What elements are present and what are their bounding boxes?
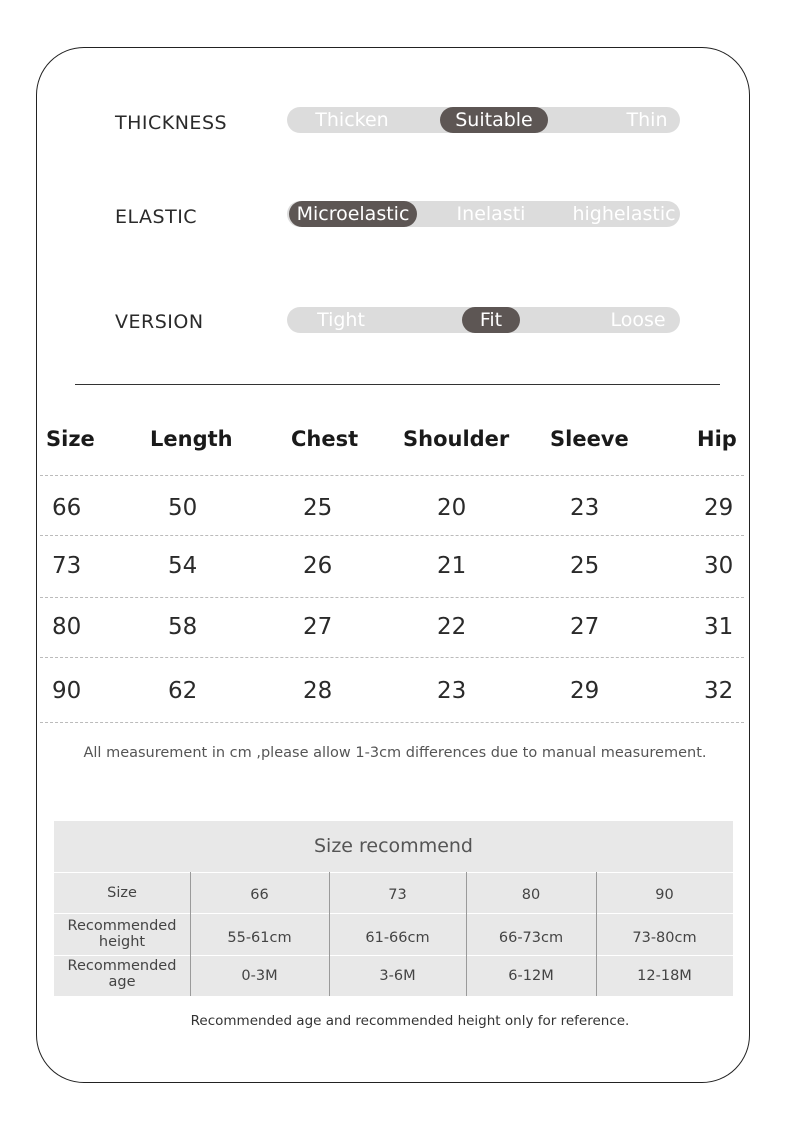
version-option-fit: Fit <box>462 307 520 333</box>
recommend-footnote: Recommended age and recommended height only for reference. <box>190 1013 630 1029</box>
row-label-height: Recommended height <box>67 918 177 950</box>
measurement-note: All measurement in cm ,please allow 1-3cm differences due to manual measurement. <box>83 745 707 761</box>
cell-length: 58 <box>168 614 198 640</box>
cell-sleeve: 23 <box>570 495 600 521</box>
cell-sleeve: 29 <box>570 678 600 704</box>
size-recommend-table <box>54 821 733 996</box>
thickness-scale <box>287 107 680 133</box>
height-value: 55-61cm <box>227 930 292 946</box>
thickness-option-thin: Thin <box>626 109 668 131</box>
version-label: VERSION <box>115 311 204 333</box>
age-value: 3-6M <box>379 968 416 984</box>
elastic-scale <box>287 201 680 227</box>
thickness-option-suitable: Suitable <box>440 107 548 133</box>
cell-shoulder: 23 <box>437 678 467 704</box>
cell-chest: 25 <box>303 495 333 521</box>
cell-sleeve: 27 <box>570 614 600 640</box>
cell-chest: 28 <box>303 678 333 704</box>
cell-length: 62 <box>168 678 198 704</box>
thickness-label: THICKNESS <box>115 112 228 134</box>
cell-hip: 30 <box>704 553 734 579</box>
row-divider <box>40 722 744 723</box>
row-divider <box>54 955 733 956</box>
cell-size: 90 <box>52 678 82 704</box>
header-sleeve: Sleeve <box>550 427 629 451</box>
size-value: 73 <box>388 887 407 903</box>
cell-hip: 29 <box>704 495 734 521</box>
header-length: Length <box>150 427 233 451</box>
cell-size: 66 <box>52 495 82 521</box>
thickness-option-thicken: Thicken <box>315 109 389 131</box>
row-divider <box>40 535 744 536</box>
size-recommend-title: Size recommend <box>313 835 473 857</box>
cell-shoulder: 20 <box>437 495 467 521</box>
height-value: 61-66cm <box>365 930 430 946</box>
header-hip: Hip <box>697 427 737 451</box>
row-label-age: Recommended age <box>67 958 177 990</box>
row-divider <box>40 657 744 658</box>
cell-size: 80 <box>52 614 82 640</box>
header-size: Size <box>46 427 95 451</box>
size-value: 80 <box>521 887 541 903</box>
elastic-option-highelastic: highelastic <box>572 203 676 225</box>
row-divider <box>54 913 733 914</box>
cell-hip: 32 <box>704 678 734 704</box>
elastic-option-inelasti: Inelasti <box>456 203 526 225</box>
height-value: 66-73cm <box>498 930 564 946</box>
size-value: 90 <box>655 887 674 903</box>
height-value: 73-80cm <box>632 930 697 946</box>
elastic-option-microelastic: Microelastic <box>289 201 417 227</box>
row-divider <box>40 475 744 476</box>
age-value: 12-18M <box>637 968 692 984</box>
version-option-loose: Loose <box>610 309 666 331</box>
row-divider <box>40 597 744 598</box>
version-option-tight: Tight <box>317 309 365 331</box>
cell-shoulder: 22 <box>437 614 467 640</box>
row-label-size: Size <box>107 885 137 901</box>
cell-hip: 31 <box>704 614 734 640</box>
cell-size: 73 <box>52 553 82 579</box>
cell-chest: 27 <box>303 614 333 640</box>
header-shoulder: Shoulder <box>403 427 510 451</box>
cell-length: 50 <box>168 495 198 521</box>
cell-length: 54 <box>168 553 198 579</box>
version-scale <box>287 307 680 333</box>
age-value: 0-3M <box>241 968 278 984</box>
elastic-label: ELASTIC <box>115 206 198 228</box>
size-value: 66 <box>250 887 269 903</box>
row-divider <box>54 872 733 873</box>
section-divider <box>75 384 720 385</box>
cell-chest: 26 <box>303 553 333 579</box>
cell-shoulder: 21 <box>437 553 467 579</box>
header-chest: Chest <box>291 427 359 451</box>
age-value: 6-12M <box>508 968 554 984</box>
cell-sleeve: 25 <box>570 553 600 579</box>
